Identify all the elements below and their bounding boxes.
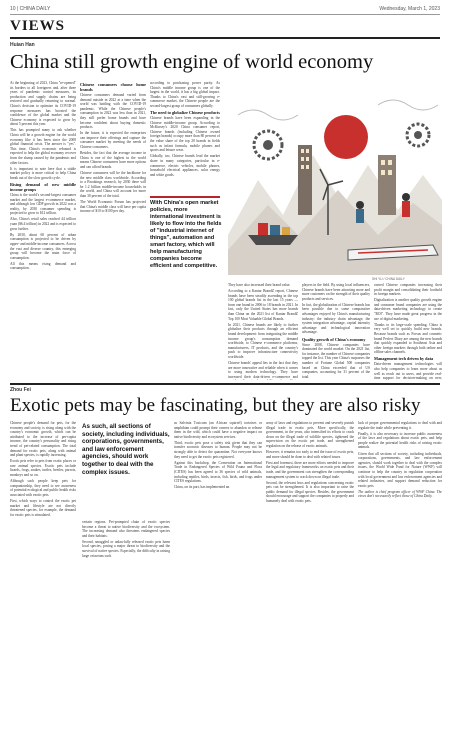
section-title: VIEWS [10,18,66,34]
article2-pull-quote: As such, all sections of society, including individuals, corporations, governments, and law enforcement agencies, should work together to deal with the complex issues. [82,423,170,476]
subheading: Rising demand of new middle income groups [10,181,76,192]
paragraph: Data-driven management technologies will also help companies to learn more about as well as reach out to users, and provide real-time support for decision-making on new, [374,362,442,380]
article1-byline: Huian Han [10,42,35,48]
section-rule [10,37,440,39]
paragraph: Exotic pets refer to pets from exotic places or rare animal species. Exotic pets include lizards, frogs, snakes, turtles, beetles, parrots, monkeys and so on. [10,459,76,478]
header-rule [10,14,440,15]
paragraph: Digitalization is another quality growth engine and consumer brand companies are using the data-driven marketing technology to create "ROI". They have made great progress in the use of digital marketing. [374,298,442,321]
paragraph: owned Chinese companies increasing their profit margin and consolidating their foothold in foreign markets. [374,283,442,297]
paragraph: The author is chief program officer of WWF China. The views don't necessarily reflect those of China Daily. [358,489,442,499]
paragraph: Although such people keep pets for companionship, they need to see awareness of potential ecological and public health risks associated with exotic pets. [10,479,76,497]
article1-column-2 [80,81,146,381]
paragraph: First and foremost, there are more efforts needed to improve the legal and regulatory frameworks on exotic pets and their trade, and the government can strengthen the corresponding management system to crack down on illegal trade. [266,460,354,479]
paragraph: All this means rising demand and consumption. [10,261,76,271]
paragraph: China, on its part, has implemented an [174,485,230,490]
subheading: Chinese consumers choose home brands [80,82,146,92]
article-divider [10,383,440,385]
subheading: The need to globalize Chinese products [150,110,220,116]
paragraph: lack of proper governmental regulations to deal with and regulate the trade while preventing it. [358,421,442,430]
paragraph: It is important to note here that a stable market policy is more critical to help China break out of the slow growth cycle. [10,166,76,180]
header-left: 10 | CHINA DAILY [10,6,51,12]
paragraph: Third, exotic pets pose a safety risk given that they can transfer zoonotic diseases to human. People may not be strongly able to detect the quarantine. Not everyone knows they need to get the exotic pets registered. [174,440,262,459]
paragraph: In 2021, Chinese brands are likely to further globalize their products through an efficient brand development: from integrating the middle income group's consumption demand worldwide, to Chinese e-commerce platforms, manufacturers, IT products, and the country's push to improve infrastructure connectivity worldwide. [228,322,298,359]
paragraph: certain regions. Pet-prompted chain of exotic species become a threat to native biodiversity and the ecosystem. The increasing demand also threatens endangered species and their habitats. [82,520,170,538]
article1-headline: China still growth engine of world economy [10,51,374,73]
article1-image-credit: SHI YU / CHINA DAILY [372,277,405,281]
paragraph: Second, the relevant laws and regulations concerning exotic pets can be strengthened. It is also important to raise the public demand for illegal species. Besides, the government should encourage and support the companies to properly and humanely deal with exotic pets. [266,480,354,503]
article1-column-5 [302,283,370,380]
paragraph: Chinese people's demand for pets, for the economy and society, is rising along with the country's economic growth, which can be attributed to the increase of per-capita income, the country's personality and rising trend of pet-related consumption. The total demand for exotic pets, along with animal and plant species, is rapidly increasing. [10,421,76,458]
page-header [10,4,440,14]
paragraph: Chinese brands' appeal lies in the fact that they are more innovative and reliable when it comes to using modern technology. They have increased their data-driven e-commerce and [228,361,298,379]
article2-column-3 [174,421,262,741]
paragraph: In fact, the globalization of Chinese brands has been possible due to some comparative advantages enjoyed by China's manufacturing industry: the industry chain advantage, the system integration advantage, capital intensity advantage and technological innovation advantage. [302,302,370,335]
article2-column-1 [10,421,76,741]
paragraph: Finally, it is also necessary to increase public awareness of the laws and regulations about exotic pets, and help people realize the potential health risks of raising exotic animals. [358,431,442,450]
article2-headline: Exotic pets may be fascinating, but they are also risky [10,395,421,416]
illustration-graphic [228,85,442,275]
paragraph: By 2030, about 60 percent of urban consumption is projected to be driven by upper- and middle-income consumers. Across the vast and diverse country, this emerging group will become the main force of consumption. [10,232,76,260]
paragraph: as Salvinia Toxicum (an African squirrel) tortoises or amphibian could prompt their owners to abandon or release them in the wild, which could have a negative impact on native biodiversity and ecosystem services. [174,421,262,439]
paragraph: Against this backdrop, the Convention on International Trade in Endangered Species of Wild Fauna and Flora (CITES) has been agreed to 36 species of wild animals, including reptiles, birds, insects, fish, birds, and frogs under CITES regulations. [174,460,262,484]
paragraph: First, which ways to control the exotic pet market and lifestyle are not directly threatened species, for example, the demand for exotic pets is stimulated. [10,499,76,517]
article2-byline: Zhou Fei [10,387,31,393]
subheading: Management tech driven by data [374,356,434,362]
subheading: Quality growth of China's economy [302,336,366,342]
paragraph: However, it remains too early to end the issue of exotic pets, and more should be done to deal with related issues. [266,450,354,459]
article2-column-5 [358,421,442,741]
article1-column-1 [10,81,76,381]
paragraph: At the beginning of 2023, China "re-opened" its borders to all foreigners and, after three years of pandemic control measures, its production and supply chains are being restored and gradually returning to normal. China's decision to optimize its COVID-19 response measures has boosted the confidence of the global market and the Chinese economy is expected to grow by about 5 percent this year. [10,81,76,127]
paragraph: They have also increased their brand value. [228,283,291,287]
paragraph: According to a Kantar BrandZ report, Chinese brands have been steadily ascending in the top 100 global brands list in the last 15 years — from one brand in 2006 to 18 brands in 2021. In fact, only the United States has more brands than China on the 2021 list of Kantar BrandZ Top 100 Most Valuable Global Brands. [228,289,298,321]
paragraph: Chinese consumers demand varied from demand outside in 2022 at a time when the world was battling with the COVID-19 pandemic. While the Chinese people's consumption in 2022 was less than in 2021, they still prefer home brands and have become confident about buying domestic products. [80,93,146,130]
article1-column-6 [374,283,442,380]
paragraph: In the future, it is expected the enterprises can improve their offerings and capture the consumer market by meeting the needs of Chinese consumers. [80,131,146,150]
paragraph: Also, China's retail sales reached 44 trillion yuan ($6.4 trillion) in 2022 and is expected to grow further. [10,217,76,231]
article1-pull-quote: With China's open market policies, more international investment is likely to flow into the fields of "industrial internet of things", automation and smart factory, which will help manufacturing companies become efficient and competitive. [150,200,222,269]
paragraph: Chinese consumers will be the backbone for the new middle class worldwide. According to a Brookings research, by 2030 there will be 1.2 billion middle-income households in the world, and China will account for more than 30 percent of the total. [80,171,146,198]
paragraph: array of laws and regulations to prevent and severely punish illegal trade in exotic pets. More specifically, the government, in the years, also intensified its efforts to crack down on the illegal trade of wildlife species, tightened the supervision on the exotic pet trade, and strengthened regulation on the release of exotic animals. [266,421,354,448]
article1-column-4 [228,283,298,380]
paragraph: Second, smuggled or unlawfully released exotic pets harm local species, posing a major threat to biodiversity and the survival of native species. Especially, the difficulty in raising large cetaceans such [82,539,170,558]
paper-name: CHINA DAILY [19,6,51,12]
paragraph: Since 2008, Chinese companies have dominated the world market. On the 2021 list, for instance, the number of Chinese companies topped the list. This year China's surpasses the number of Fortune Global 500 companies based on China exceeded that of US companies, accounting for 31 percent of the total. [302,342,370,379]
paragraph: The World Economic Forum has projected that China's middle class will have per capita income of $10 to $100 per day. [80,200,146,214]
paragraph: Besides, the fact that the average income in China is one of the highest in the world means Chinese consumers have more options and can afford brands. [80,151,146,169]
paragraph: according to purchasing power parity. As China's middle income group is one of the largest in the world, it has a big global impact. Thanks to China's vast and still-growing e-commerce market, the Chinese people are the second-largest group of consumers globally. [150,81,220,108]
paragraph: Given that all sections of society, including individuals, corporations, governments, and law enforcement agencies, should work together to deal with the complex issues, the World Wide Fund for Nature (WWF) will continue to help the country in regulation cooperation with local government and law enforcement agencies and related industries, and support demand reduction for exotic pets. [358,451,442,488]
paragraph: Globally, too, Chinese brands lead the market share in many categories, particular in e-commerce, electric vehicles, mobile phones, household electrical appliances, solar energy and white goods. [150,154,220,177]
paragraph: Chinese brands have been expanding in the Chinese middle-income group. According to McKinsey's 2020 China consumer report, Chinese brands (including Chinese owned foreign brands) occupy more than 80 percent of the value share of the top 20 brands in fields such as infant formula, mobile phones and sports and leisure wear. [150,116,220,153]
header-date: Wednesday, March 1, 2023 [379,6,440,12]
paragraph: China is the world's second-largest consumer market and the largest e-commerce market, and although low GDP growth in 2022 was a reality, by 2030 consumer spending is projected to grow to $12 trillion. [10,192,76,216]
article2-column-4 [266,421,354,741]
article1-illustration [228,85,442,275]
article1-pull-quote-bar [150,196,220,198]
paragraph: Thanks to its large-scale spending, China is very well set to quickly build new brands. Because brands such as Forsus and cosmetic brand Perfect Diary are among the new brands that quickly expanded to Southeast Asia and other foreign markets through both online and offline sales channels. [374,322,442,355]
page-number: 10 [10,6,16,12]
article2-column-2 [82,520,170,740]
paragraph: This has prompted many to ask whether China will be a growth engine for the world economy like it has been since the 2008 global financial crisis. The answer is "yes". This time, China's economic rebound is expected to help the global economy recover from the slump caused by the pandemic and other factors. [10,128,76,165]
paragraph: players in the field. By using local influencers, Chinese brands have been attracting more and more customers on the strength of their quality products and services. [302,283,370,301]
